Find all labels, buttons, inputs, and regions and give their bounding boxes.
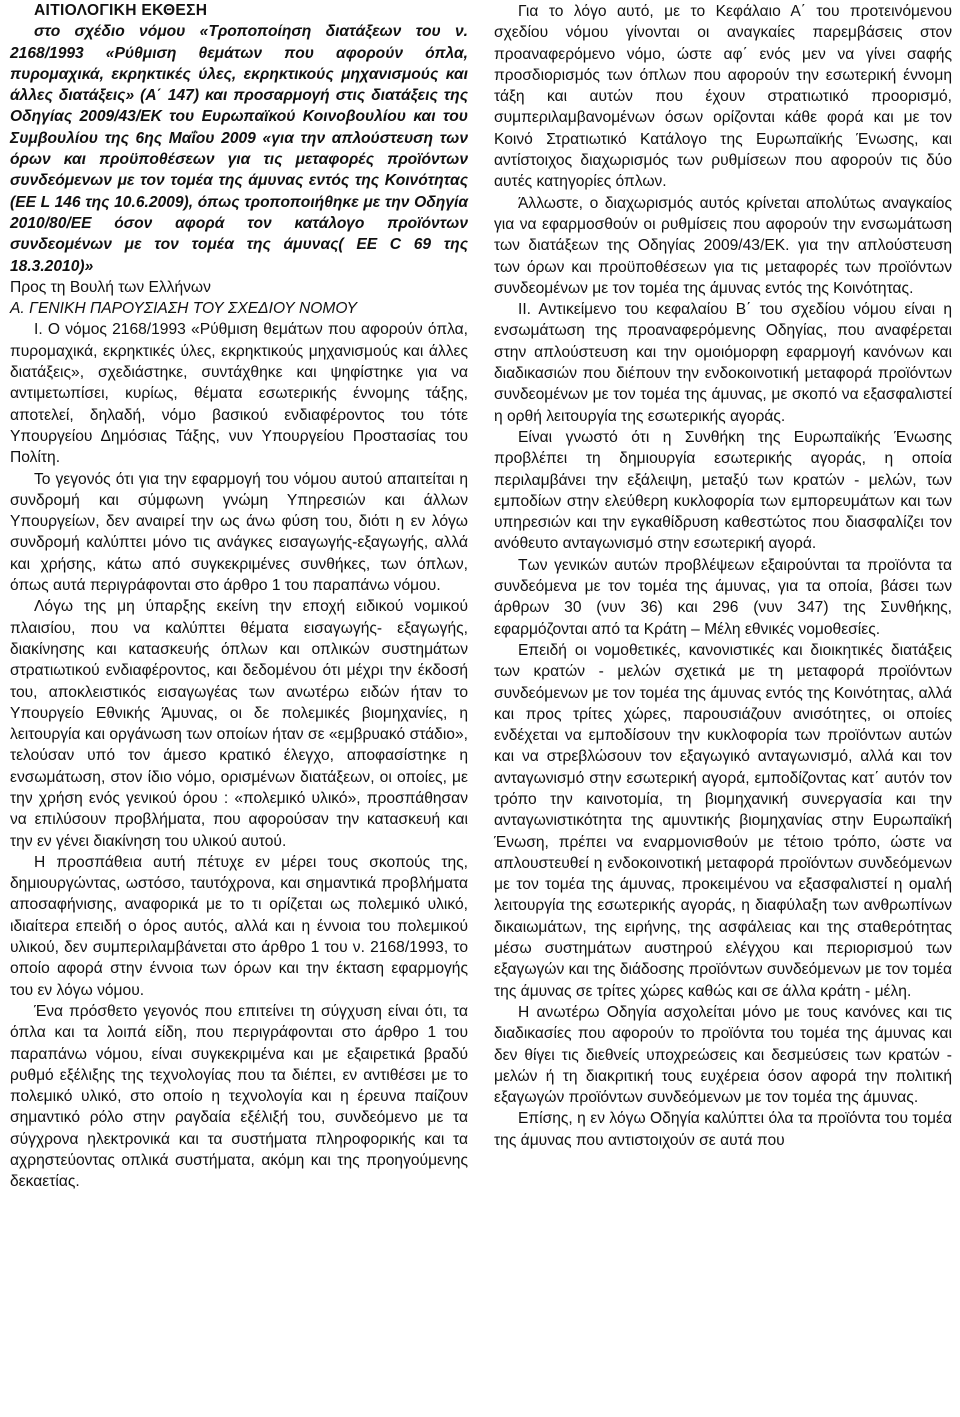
paragraph: Το γεγονός ότι για την εφαρμογή του νόμου αυτού απαιτείται η συνδρομή και σύμφωνη γνώμη Υπηρεσιών και άλλων Υπουργείων, δεν αναιρεί την ως άνω φύση του, διότι η εν λόγω συνδρομή καλύπτει μόνο τις ανάγκες εισαγωγής-εξαγωγής, αλλά και χρήσης, κάτω από συγκεκριμένες συνθήκες, των όπλων, όπως αυτά περιγράφονται στο άρθρο 1 του παραπάνω νόμου. [10, 470, 468, 595]
paragraph: Ένα πρόσθετο γεγονός που επιτείνει τη σύγχυση είναι ότι, τα όπλα και τα λοιπά είδη, που περιγράφονται στο άρθρο 1 του παραπάνω νόμου, είναι συγκεκριμένα και με εξαιρετικά βραδύ ρυθμό εξέλιξης της τεχνολογίας που τα διέπει, εν αντιθέσει με το πολεμικό υλικό, στο οποίο η τεχνολογία και η έρευνα παίζουν σημαντικό ρόλο στην ραγδαία εξέλιξή του, συνδεόμενο με τα σύγχρονα ηλεκτρονικά και τα συστήματα πληροφορικής και τα αχρηστεύοντας οπλικά συστήματα, ακόμη και της προηγούμενης δεκαετίας. [10, 1002, 468, 1191]
paragraph: Ι. Ο νόμος 2168/1993 «Ρύθμιση θεμάτων που αφορούν όπλα, πυρομαχικά, εκρηκτικές ύλες, εκρηκτικούς μηχανισμούς και άλλες διατάξεις», σχεδιάστηκε, συντάχθηκε και ψηφίστηκε για να αντιμετωπίσει, κυρίως, θέματα εσωτερικής έννομης τάξης, αποτελεί, δηλαδή, νόμο βασικού ενδιαφέροντος του τότε Υπουργείου Δημόσιας Τάξης, νυν Υπουργείου Προστασίας του Πολίτη. [10, 321, 468, 467]
right-column [494, 0, 952, 1417]
paragraph: ΙΙ. Αντικείμενο του κεφαλαίου Β΄ του σχεδίου νόμου είναι η ενσωμάτωση της προαναφερόμενης Οδηγίας, που αναφέρεται στην απλούστευση και την ομοιόμορφη εφαρμογή κανόνων και διαδικασιών που διέπουν την ενδοκοινοτική μεταφορά προϊόντων συνδεομένων με τον τομέα της άμυνας, με σκοπό να εξασφαλιστεί η ορθή λειτουργία της εσωτερικής αγοράς. [494, 301, 952, 425]
paragraph: Επειδή οι νομοθετικές, κανονιστικές και διοικητικές διατάξεις των κρατών - μελών σχετικά με τη μεταφορά προϊόντων συνδεόμενων με τον τομέα της άμυνας εντός της Κοινότητας, αλλά και προς τρίτες χώρες, παρουσιάζουν ανισότητες, οι οποίες ενδέχεται να εμποδίσουν την κυκλοφορία των προϊόντων αυτών και να στρεβλώσουν τον εξαγωγικό ανταγωνισμό, αλλά και τον ανταγωνισμό στην εσωτερική αγορά, εμποδίζοντας κατ΄ αυτόν τον τρόπο την καινοτομία, τη βιομηχανική συνεργασία και την ανταγωνιστικότητα της αμυντικής βιομηχανίας στην Ευρωπαϊκή Ένωση, πρέπει να εναρμονισθούν με τέτοιο τρόπο, ώστε να απλουστευθεί η ενδοκοινοτική μεταφορά προϊόντων συνδεόμενων με τον τομέα της άμυνας, προκειμένου να εξασφαλιστεί η ομαλή λειτουργία της εσωτερικής αγοράς, η διαφύλαξη των ανθρωπίνων δικαιωμάτων, της ειρήνης, της ασφάλειας και της σταθερότητας μέσω συστημάτων αυστηρού ελέγχου και περιορισμού των εξαγωγών και της διάδοσης προϊόντων συνδεόμενων με τον τομέα της άμυνας σε τρίτες χώρες καθώς και σε άλλα κράτη - μέλη. [494, 641, 952, 1000]
paragraph: Η ανωτέρω Οδηγία ασχολείται μόνο με τους κανόνες και τις διαδικασίες που αφορούν το προϊόντα του τομέα της άμυνας και δεν θίγει τις διεθνείς υποχρεώσεις και δεσμεύσεις των κρατών - μελών ή τη διακριτική τους ευχέρεια όσον αφορά την πολιτική εξαγωγών προϊόντων συνδεόμενων με τον τομέα της άμυνας. [494, 1003, 952, 1107]
bill-title: στο σχέδιο νόμου «Τροποποίηση διατάξεων του ν. 2168/1993 «Ρύθμιση θεμάτων που αφορούν όπλα, πυρομαχικά, εκρηκτικές ύλες, εκρηκτικούς μηχανισμούς και άλλες διατάξεις» (Α΄ 147) και προσαρμογή στις διατάξεις της Οδηγίας 2009/43/ΕΚ του Ευρωπαϊκού Κοινοβουλίου και του Συμβουλίου της 6ης Μαΐου 2009 «για την απλούστευση των όρων και προϋποθέσεων για τις μεταφορές προϊόντων συνδεόμενων με τον τομέα της άμυνας εντός της Κοινότητας (ΕΕ L 146 της 10.6.2009), όπως τροποποιήθηκε με την Οδηγία 2010/80/ΕΕ όσον αφορά τον κατάλογο προϊόντων συνδεομένων με τον τομέα της άμυνας( ΕΕ C 69 της 18.3.2010)» [10, 23, 468, 275]
paragraph: Άλλωστε, ο διαχωρισμός αυτός κρίνεται απολύτως αναγκαίος για να εφαρμοσθούν οι ρυθμίσεις που αφορούν την ενσωμάτωση των διατάξεων της Οδηγίας 2009/43/ΕΚ. για την απλούστευση των όρων και προϋποθέσεων για τις μεταφορές των προϊόντων συνδεομένων με τον τομέα της άμυνας εντός της Κοινότητας. [494, 194, 952, 297]
document-title: ΑΙΤΙΟΛΟΓΙΚΗ ΕΚΘΕΣΗ [34, 2, 208, 19]
addressee: Προς τη Βουλή των Ελλήνων [10, 278, 211, 296]
paragraph: Για το λόγο αυτό, με το Κεφάλαιο Α΄ του προτεινόμενου σχεδίου νόμου γίνονται οι αναγκαίες παρεμβάσεις στον προαναφερόμενο νόμο, ώστε αφ΄ ενός μεν να γίνει σαφής προσδιορισμός των όπλων που αφορούν την εσωτερική έννομη τάξη και αυτών που έχουν στρατιωτικό προορισμό, συμπεριλαμβανομένων όσων ορίζονται κάθε φορά και με τον Κοινό Στρατιωτικό Κατάλογο της Ευρωπαϊκής Ένωσης, και αντίστοιχος διαχωρισμός των ρυθμίσεων που αφορούν τις δύο αυτές κατηγορίες όπλων. [494, 3, 952, 191]
left-column [10, 0, 468, 1417]
paragraph: Είναι γνωστό ότι η Συνθήκη της Ευρωπαϊκής Ένωσης προβλέπει τη δημιουργία εσωτερικής αγοράς, η οποία περιλαμβάνει την εξάλειψη, μεταξύ των κρατών - μελών, των εμποδίων στην ελεύθερη κυκλοφορία των εμπορευμάτων και των υπηρεσιών και την εγκαθίδρυση καθεστώτος που διασφαλίζει τον ανόθευτο ανταγωνισμό στην εσωτερική αγορά. [494, 428, 952, 553]
paragraph: Η προσπάθεια αυτή πέτυχε εν μέρει τους σκοπούς της, δημιουργώντας, ωστόσο, ταυτόχρονα, και σημαντικά προβλήματα αποσαφήνισης, αναφορικά με το τι ορίζεται ως πολεμικό υλικό, ιδιαίτερα επειδή ο όρος αυτός, αλλά και η έννοια του πολεμικού υλικού, δεν συμπεριλαμβάνεται στο άρθρο 1 του ν. 2168/1993, το οποίο αφορά στην έννοια των όρων και την έκταση εφαρμογής του εν λόγω νόμου. [10, 853, 468, 999]
paragraph: Επίσης, η εν λόγω Οδηγία καλύπτει όλα τα προϊόντα του τομέα της άμυνας που αντιστοιχούν σε αυτά που [494, 1110, 952, 1149]
paragraph: Των γενικών αυτών προβλέψεων εξαιρούνται τα προϊόντα τα συνδεόμενα με τον τομέα της άμυνας, για τα οποία, βάσει των άρθρων 30 (νυν 36) και 296 (νυν 347) της Συνθήκης, εφαρμόζονται από τα Κράτη – Μέλη εθνικές νομοθεσίες. [494, 556, 952, 638]
section-heading: Α. ΓΕΝΙΚΗ ΠΑΡΟΥΣΙΑΣΗ ΤΟΥ ΣΧΕΔΙΟΥ ΝΟΜΟΥ [10, 300, 358, 318]
paragraph: Λόγω της μη ύπαρξης εκείνη την εποχή ειδικού νομικού πλαισίου, που να καλύπτει θέματα εισαγωγής- εξαγωγής, διακίνησης και κατασκευής όπλων και οπλικών συστημάτων στρατιωτικού ενδιαφέροντος, και δεδομένου ότι μέχρι την έκδοσή του, αποκλειστικός εισαγωγέας των ανωτέρω ειδών ήταν το Υπουργείο Εθνικής Άμυνας, οι δε πολεμικές βιομηχανίες, η λειτουργία και οργάνωση των οποίων ήταν σε «εμβρυακό στάδιο», τελούσαν υπό τον άμεσο κρατικό έλεγχο, αποφασίστηκε η ενσωμάτωση, στον ίδιο νόμο, ορισμένων διατάξεων, οι οποίες, με την χρήση ενός γενικού όρου : «πολεμικό υλικό», προσπάθησαν να επιλύσουν προβλήματα, που αφορούσαν την κατασκευή και την εν γένει διακίνηση του υλικού αυτού. [10, 598, 468, 850]
